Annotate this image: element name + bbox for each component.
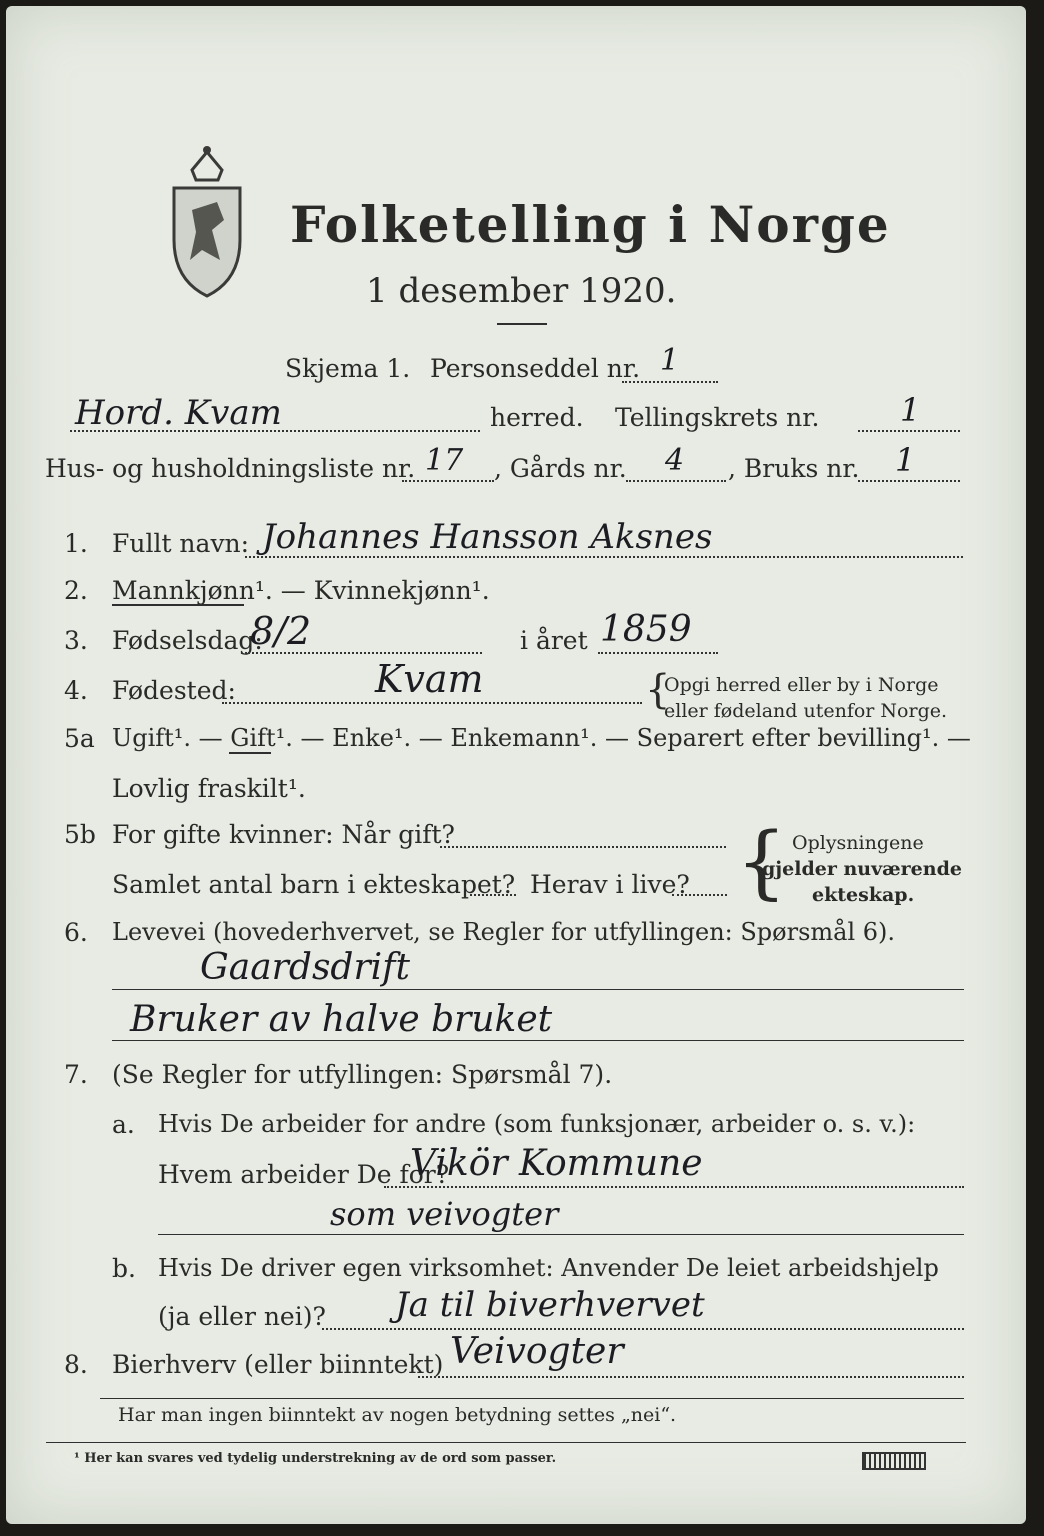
q7-number: 7.	[64, 1060, 88, 1089]
census-date: 1 desember 1920.	[366, 271, 677, 311]
q4-note-1: Opgi herred eller by i Norge	[664, 674, 939, 696]
q8-number: 8.	[64, 1350, 88, 1379]
q4-brace: {	[645, 667, 671, 713]
tellingskrets-value: 1	[900, 391, 921, 429]
q4-label: Fødested:	[112, 676, 236, 705]
q3-year-value: 1859	[600, 609, 692, 650]
q6-label: Levevei (hovederhvervet, se Regler for utfyllingen: Spørsmål 6).	[112, 918, 896, 946]
title-divider	[497, 323, 547, 325]
q7a-value-2: som veivogter	[330, 1195, 559, 1233]
q4-note-2: eller fødeland utenfor Norge.	[664, 700, 948, 722]
q2-number: 2.	[64, 576, 88, 605]
q5b-number: 5b	[64, 820, 96, 849]
q6-number: 6.	[64, 918, 88, 947]
q7b-value: Ja til biverhvervet	[395, 1285, 705, 1325]
q3-label: Fødselsdag:	[112, 626, 263, 655]
q4-field[interactable]	[222, 702, 642, 704]
q5b-field-1[interactable]	[440, 846, 726, 848]
footnote-divider	[46, 1442, 966, 1443]
q8-field[interactable]	[418, 1376, 964, 1378]
q3-year-field[interactable]	[598, 652, 718, 654]
q3-value: 8/2	[250, 609, 312, 653]
coat-of-arms-icon	[162, 140, 252, 300]
gards-field[interactable]	[626, 480, 726, 482]
q1-label: Fullt navn:	[112, 529, 250, 558]
q5a-label: Ugift¹. — Gift¹. — Enke¹. — Enkemann¹. — Separert efter bevilling¹. —	[112, 724, 971, 752]
q5b-label-3: Herav i live?	[530, 870, 690, 899]
q7a-letter: a.	[112, 1110, 135, 1139]
hus-field[interactable]	[402, 480, 494, 482]
q5b-label: For gifte kvinner: Når gift?	[112, 820, 455, 849]
q5a-underline	[229, 752, 271, 754]
q6-value-1: Gaardsdrift	[200, 947, 410, 988]
q7b-letter: b.	[112, 1254, 136, 1283]
q3-year-label: i året	[520, 626, 588, 655]
q2-label: Mannkjønn¹. — Kvinnekjønn¹.	[112, 576, 490, 605]
personseddel-value: 1	[660, 343, 680, 378]
q5b-field-3[interactable]	[672, 894, 727, 896]
personseddel-field[interactable]	[622, 381, 718, 383]
hus-label: Hus- og husholdningsliste nr.	[45, 454, 416, 483]
q8-label: Bierhverv (eller biinntekt)	[112, 1350, 444, 1379]
hus-value: 17	[425, 443, 464, 478]
footer-note: Har man ingen biinntekt av nogen betydning settes „nei“.	[118, 1404, 677, 1426]
bruks-label: , Bruks nr.	[728, 454, 860, 483]
q7b-field[interactable]	[322, 1328, 964, 1330]
q7-label: (Se Regler for utfyllingen: Spørsmål 7).	[112, 1060, 613, 1089]
q1-value: Johannes Hansson Aksnes	[262, 517, 713, 557]
gards-value: 4	[665, 443, 685, 478]
q5b-field-2[interactable]	[470, 894, 516, 896]
herred-label: herred.	[490, 403, 584, 432]
q7a-field[interactable]	[384, 1186, 964, 1188]
footnote: ¹ Her kan svares ved tydelig understrekning av de ord som passer.	[74, 1451, 557, 1466]
personseddel-label: Personseddel nr.	[430, 354, 641, 383]
bruks-value: 1	[895, 441, 916, 479]
q5a-number: 5a	[64, 724, 95, 753]
q3-number: 3.	[64, 626, 88, 655]
tellingskrets-field[interactable]	[858, 430, 960, 432]
q5b-label-2: Samlet antal barn i ekteskapet?	[112, 870, 516, 899]
bruks-field[interactable]	[858, 480, 960, 482]
q7a-value-1: Vikör Kommune	[410, 1143, 703, 1184]
q7a-line-2	[158, 1234, 964, 1235]
q5b-note-3: ekteskap.	[812, 884, 915, 906]
q7b-label: Hvis De driver egen virksomhet: Anvender De leiet arbeidshjelp	[158, 1254, 939, 1282]
skjema-label: Skjema 1.	[285, 354, 411, 383]
q5b-brace: {	[736, 815, 787, 908]
footer-divider	[100, 1398, 964, 1399]
form-title: Folketelling i Norge	[290, 195, 891, 254]
q7a-label: Hvis De arbeider for andre (som funksjonær, arbeider o. s. v.):	[158, 1110, 916, 1138]
q4-number: 4.	[64, 676, 88, 705]
q2-underline	[112, 604, 244, 606]
q7b-label-2: (ja eller nei)?	[158, 1302, 326, 1331]
gards-label: , Gårds nr.	[494, 454, 627, 483]
herred-field[interactable]	[70, 430, 480, 432]
q5b-note-2: gjelder nuværende	[762, 858, 962, 880]
q6-line-1	[112, 989, 964, 990]
tellingskrets-label: Tellingskrets nr.	[615, 403, 820, 432]
q5a-label-2: Lovlig fraskilt¹.	[112, 774, 306, 803]
q4-value: Kvam	[375, 657, 484, 701]
herred-value: Hord. Kvam	[75, 393, 282, 433]
printer-stamp-icon	[862, 1452, 926, 1470]
q1-number: 1.	[64, 529, 88, 558]
q5b-note-1: Oplysningene	[792, 832, 924, 854]
q8-value: Veivogter	[450, 1331, 624, 1372]
q6-line-2	[112, 1040, 964, 1041]
q6-value-2: Bruker av halve bruket	[130, 999, 553, 1040]
q7a-label-2: Hvem arbeider De for?	[158, 1160, 450, 1189]
